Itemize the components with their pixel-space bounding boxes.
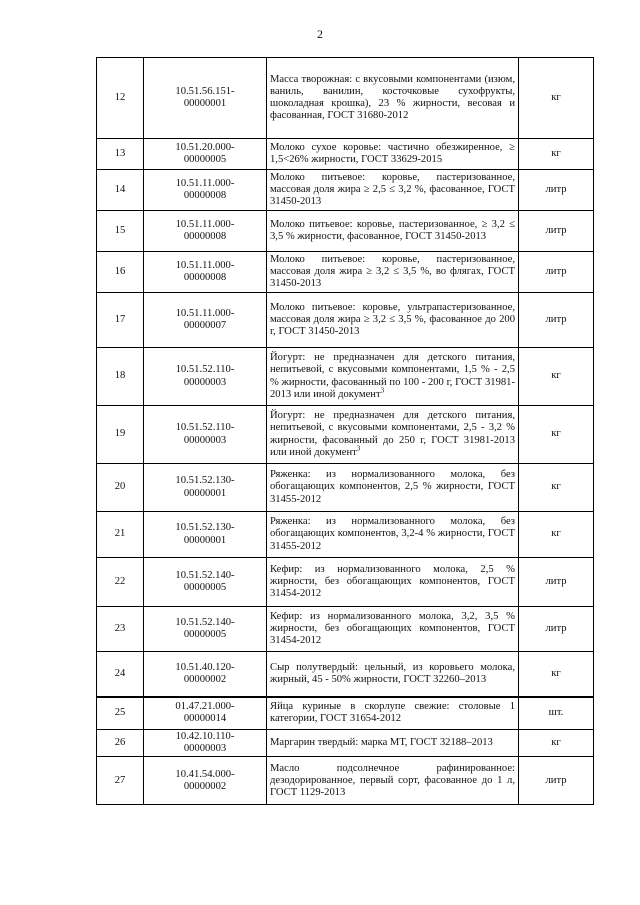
table-row [97,558,594,607]
product-code: 10.51.52.110- 00000003 [144,348,267,406]
row-number: 17 [97,293,144,348]
row-number: 24 [97,652,144,697]
product-description [267,757,519,805]
table-row [97,607,594,652]
product-description [267,406,519,464]
description-text: Ряженка: из нормализованного молока, без обогащающих компонентов, 2,5 % жирности, ГОСТ 31455-2012 [270,469,515,505]
table-row [97,406,594,464]
product-description [267,293,519,348]
footnote-mark: 3 [380,386,385,395]
table-row [97,170,594,211]
table-row [97,697,594,730]
unit-of-measure: кг [519,348,594,406]
row-number: 13 [97,139,144,170]
table-row [97,512,594,558]
row-number: 26 [97,730,144,757]
product-code: 10.51.40.120- 00000002 [144,652,267,697]
product-description [267,464,519,512]
table-row [97,652,594,697]
product-code: 10.51.52.140- 00000005 [144,607,267,652]
product-description [267,252,519,293]
product-description [267,730,519,757]
row-number: 21 [97,512,144,558]
unit-of-measure: кг [519,464,594,512]
table-row [97,58,594,139]
product-code: 10.51.56.151- 00000001 [144,58,267,139]
description-text: Молоко питьевое: коровье, пастеризованное, массовая доля жира ≥ 3,2 ≤ 3,5 %, во флягах, ГОСТ 31450-2013 [270,253,515,290]
product-code: 10.42.10.110- 00000003 [144,730,267,757]
row-number: 22 [97,558,144,607]
unit-of-measure: кг [519,730,594,757]
table-row [97,464,594,512]
table-row [97,139,594,170]
product-code: 10.41.54.000- 00000002 [144,757,267,805]
product-table [96,57,594,805]
row-number: 12 [97,58,144,139]
product-code: 01.47.21.000- 00000014 [144,697,267,730]
row-number: 20 [97,464,144,512]
footnote-mark: 3 [356,444,361,453]
description-text: Маргарин твердый: марка МТ, ГОСТ 32188–2013 [270,737,493,749]
product-description [267,58,519,139]
description-text: Молоко питьевое: коровье, ультрапастеризованное, массовая доля жира ≥ 3,2 ≤ 3,5 %, фасованное до 200 г, ГОСТ 31450-2013 [270,301,515,338]
product-description [267,652,519,697]
product-code: 10.51.20.000- 00000005 [144,139,267,170]
description-text: Йогурт: не предназначен для детского питания, непитьевой, с вкусовыми компонентами, 1,5 % - 2,5 % жирности, фасованный по 100 - 200 г, ГОСТ 31981-2013 или иной документ [270,352,515,400]
description-text: Молоко питьевое: коровье, пастеризованное, ≥ 3,2 ≤ 3,5 % жирности, фасованное, ГОСТ 31450-2013 [270,218,515,242]
table-row [97,757,594,805]
unit-of-measure: литр [519,211,594,252]
product-code: 10.51.52.140- 00000005 [144,558,267,607]
unit-of-measure: кг [519,406,594,464]
product-description [267,211,519,252]
description-text: Молоко сухое коровье: частично обезжиренное, ≥ 1,5<26% жирности, ГОСТ 33629-2015 [270,141,515,165]
row-number: 18 [97,348,144,406]
unit-of-measure: кг [519,58,594,139]
unit-of-measure: литр [519,558,594,607]
row-number: 15 [97,211,144,252]
unit-of-measure: кг [519,512,594,558]
description-text: Молоко питьевое: коровье, пастеризованное, массовая доля жира ≥ 2,5 ≤ 3,2 %, фасованное, ГОСТ 31450-2013 [270,171,515,208]
product-description [267,512,519,558]
product-description [267,139,519,170]
description-text: Яйца куриные в скорлупе свежие: столовые 1 категории, ГОСТ 31654-2012 [270,701,515,725]
description-text: Сыр полутвердый: цельный, из коровьего молока, жирный, 45 - 50% жирности, ГОСТ 32260–2013 [270,661,515,685]
table-row [97,252,594,293]
product-code: 10.51.11.000- 00000007 [144,293,267,348]
product-code: 10.51.11.000- 00000008 [144,211,267,252]
product-code: 10.51.52.110- 00000003 [144,406,267,464]
product-description [267,348,519,406]
unit-of-measure: шт. [519,697,594,730]
product-description [267,607,519,652]
product-code: 10.51.11.000- 00000008 [144,252,267,293]
page-number: 2 [317,27,323,41]
product-description [267,170,519,211]
row-number: 16 [97,252,144,293]
description-text: Масло подсолнечное рафинированное: дезодорированное, первый сорт, фасованное до 1 л, ГОСТ 1129-2013 [270,762,515,798]
description-text: Ряженка: из нормализованного молока, без обогащающих компонентов, 3,2-4 % жирности, ГОСТ 31455-2012 [270,516,515,552]
description-text: Йогурт: не предназначен для детского питания, непитьевой, с вкусовыми компонентами, 2,5 - 3,2 % жирности, фасованный до 250 г, ГОСТ 31981-2013 или иной документ [270,410,515,458]
unit-of-measure: литр [519,170,594,211]
row-number: 14 [97,170,144,211]
row-number: 23 [97,607,144,652]
table-row [97,348,594,406]
description-text: Кефир: из нормализованного молока, 3,2, 3,5 % жирности, без обогащающих компонентов, ГОСТ 31454-2012 [270,610,515,647]
row-number: 25 [97,697,144,730]
row-number: 19 [97,406,144,464]
product-code: 10.51.52.130- 00000001 [144,512,267,558]
product-description [267,558,519,607]
product-description [267,697,519,730]
unit-of-measure: литр [519,252,594,293]
description-text: Масса творожная: с вкусовыми компонентами (изюм, ваниль, ванилин, косточковые сухофрукты, шоколадная крошка), 23 % жирности, весовая и фасованная, ГОСТ 31680-2012 [270,73,515,122]
table-row [97,293,594,348]
table-row [97,730,594,757]
unit-of-measure: литр [519,293,594,348]
unit-of-measure: кг [519,652,594,697]
unit-of-measure: литр [519,607,594,652]
table-row [97,211,594,252]
row-number: 27 [97,757,144,805]
unit-of-measure: кг [519,139,594,170]
product-code: 10.51.11.000- 00000008 [144,170,267,211]
unit-of-measure: литр [519,757,594,805]
description-text: Кефир: из нормализованного молока, 2,5 % жирности, без обогащающих компонентов, ГОСТ 31454-2012 [270,563,515,600]
product-code: 10.51.52.130- 00000001 [144,464,267,512]
